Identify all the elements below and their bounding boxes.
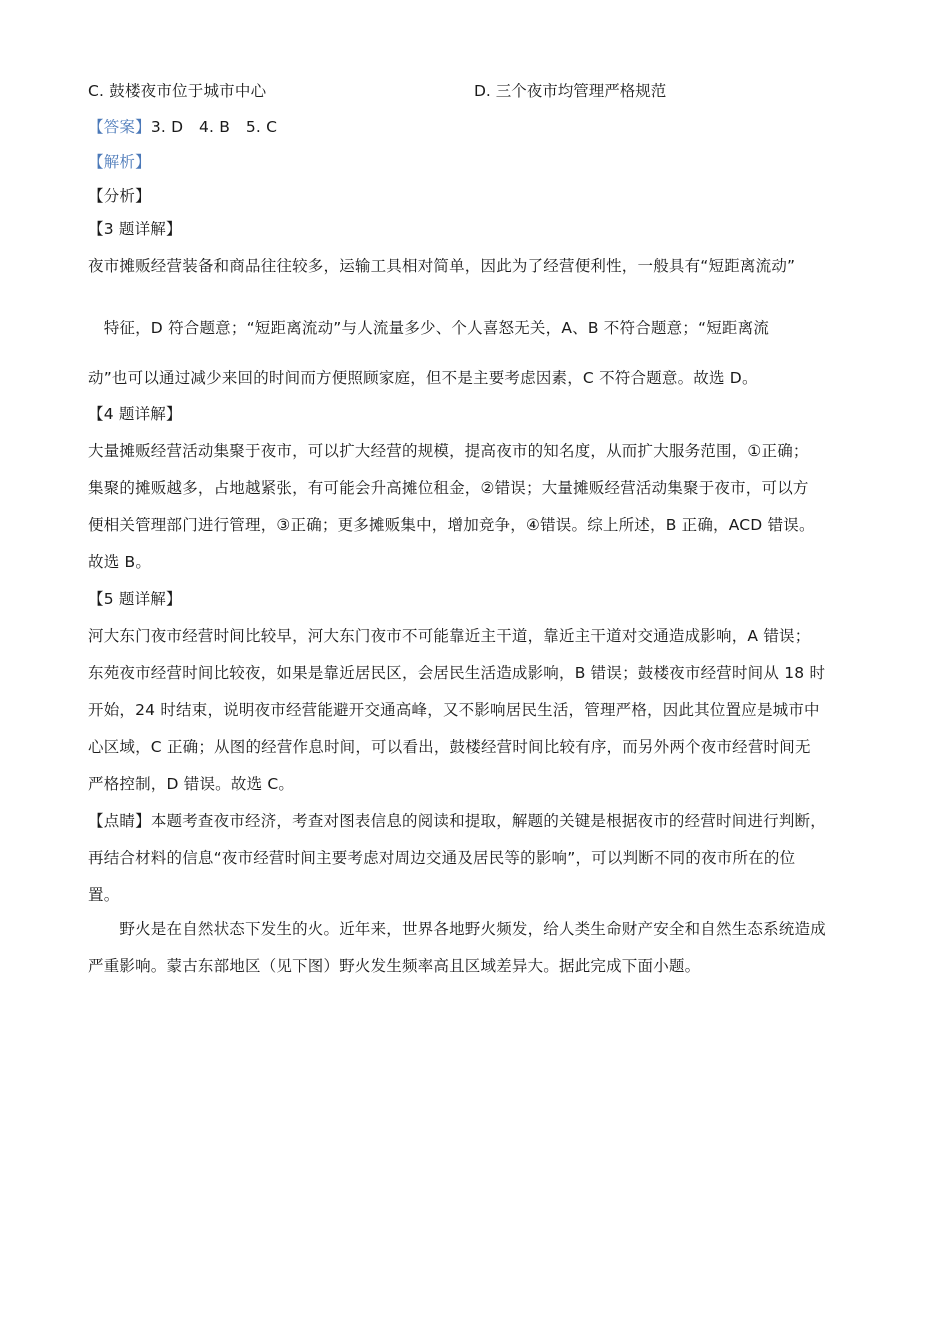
q4-line-2: 集聚的摊贩越多，占地越紧张，有可能会升高摊位租金，②错误；大量摊贩经营活动集聚于夜市，可以方 [88,479,809,497]
q5-line-1: 河大东门夜市经营时间比较早，河大东门夜市不可能靠近主干道，靠近主干道对交通造成影响，A 错误； [88,627,811,645]
q5-line-4: 心区域，C 正确；从图的经营作息时间，可以看出，鼓楼经营时间比较有序，而另外两个夜市经营时间无 [88,738,811,756]
analysis-label: 【解析】 [88,153,151,171]
fenxi-label: 【分析】 [88,187,151,205]
q3-line-2: 特征，D 符合题意；“短距离流动”与人流量多少、个人喜怒无关，A、B 不符合题意；“短距离流 [88,319,770,337]
q4-line-1: 大量摊贩经营活动集聚于夜市，可以扩大经营的规模，提高夜市的知名度，从而扩大服务范围，①正确； [88,442,809,460]
q5-line-2: 东苑夜市经营时间比较夜，如果是靠近居民区，会居民生活造成影响，B 错误；鼓楼夜市经营时间从 18 时 [88,664,826,682]
q5-line-3: 开始，24 时结束，说明夜市经营能避开交通高峰，又不影响居民生活，管理严格，因此其位置应是城市中 [88,701,820,719]
material-line-1: 野火是在自然状态下发生的火。近年来，世界各地野火频发，给人类生命财产安全和自然生态系统造成 [88,920,826,938]
q4-label: 【4 题详解】 [88,405,182,423]
answer-line [88,116,868,138]
option-c: C. 鼓楼夜市位于城市中心 [88,82,267,100]
q3-label: 【3 题详解】 [88,220,182,238]
q4-line-4: 故选 B。 [88,553,152,571]
answer-label: 【答案】 [88,118,151,136]
dianjing-line-1 [88,810,868,832]
material-line-2: 严重影响。蒙古东部地区（见下图）野火发生频率高且区域差异大。据此完成下面小题。 [88,957,701,975]
option-d: D. 三个夜市均管理严格规范 [474,82,667,100]
dianjing-line-3: 置。 [88,886,120,904]
q3-line-1: 夜市摊贩经营装备和商品往往较多，运输工具相对简单，因此为了经营便利性，一般具有“短距离流动” [88,257,796,275]
dianjing-label: 【点睛】 [88,812,151,830]
dianjing-line-2: 再结合材料的信息“夜市经营时间主要考虑对周边交通及居民等的影响”，可以判断不同的夜市所在的位 [88,849,796,867]
answer-value: 3. D 4. B 5. C [150,118,278,136]
q4-line-3: 便相关管理部门进行管理，③正确；更多摊贩集中，增加竞争，④错误。综上所述，B 正确，ACD 错误。 [88,516,815,534]
dianjing-text-1: 本题考查夜市经济，考查对图表信息的阅读和提取，解题的关键是根据夜市的经营时间进行判断， [150,812,826,830]
q3-line-3: 动”也可以通过减少来回的时间而方便照顾家庭，但不是主要考虑因素，C 不符合题意。故选 D。 [88,369,758,387]
q5-label: 【5 题详解】 [88,590,182,608]
q5-line-5: 严格控制，D 错误。故选 C。 [88,775,295,793]
